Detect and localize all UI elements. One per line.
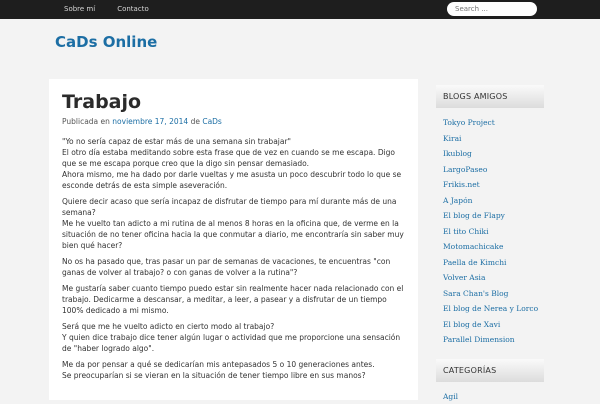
list-item bbox=[443, 283, 544, 299]
list-item bbox=[443, 112, 544, 128]
site-title[interactable]: CaDs Online bbox=[55, 33, 158, 51]
paragraph-line: "Yo no sería capaz de estar más de una semana sin trabajar" bbox=[62, 137, 291, 146]
list-item bbox=[443, 386, 544, 402]
blogs-list bbox=[436, 108, 544, 345]
post-paragraph bbox=[62, 196, 407, 251]
top-bar bbox=[0, 0, 600, 19]
blogs-link[interactable]: Sara Chan's Blog bbox=[443, 288, 509, 298]
blogs-link[interactable]: LargoPaseo bbox=[443, 164, 488, 174]
list-item bbox=[443, 128, 544, 144]
list-item bbox=[443, 159, 544, 175]
nav-link-sobre-mi[interactable]: Sobre mí bbox=[64, 5, 96, 13]
meta-by: de bbox=[190, 117, 200, 126]
paragraph-line: Quiere decir acaso que sería incapaz de disfrutar de tiempo para mí durante más de una semana? bbox=[62, 197, 397, 217]
paragraph-line: Me da por pensar a qué se dedicarían mis antepasados 5 o 10 generaciones antes. bbox=[62, 360, 375, 369]
blogs-link[interactable]: Frikis.net bbox=[443, 180, 480, 189]
sidebar bbox=[436, 85, 544, 401]
blogs-widget bbox=[436, 85, 544, 345]
list-item bbox=[443, 236, 544, 252]
list-item bbox=[443, 190, 544, 206]
paragraph-line: El otro día estaba meditando sobre esta frase que de vez en cuando se me escapa. Digo que se me escapa porque creo que la digo sin pensar demasiado. bbox=[62, 148, 396, 168]
paragraph-line: Me he vuelto tan adicto a mi rutina de al menos 8 horas en la oficina que, de verme en la situación de no tener oficina hacia la que conmutar a diario, me encontraría sin saber muy bien qué hacer? bbox=[62, 219, 404, 250]
paragraph-line: Ahora mismo, me ha dado por darle vueltas y me asusta un poco descubrir todo lo que se esconde detrás de esta simple aseveración. bbox=[62, 170, 402, 190]
post-body bbox=[62, 136, 407, 386]
paragraph-line: Y quien dice trabajo dice tener algún lugar o actividad que me proporcione una sensación de "haber logrado algo". bbox=[62, 333, 401, 353]
list-item bbox=[443, 252, 544, 268]
list-item bbox=[443, 205, 544, 221]
search-input[interactable] bbox=[447, 2, 537, 16]
list-item bbox=[443, 267, 544, 283]
post-title: Trabajo bbox=[62, 91, 142, 113]
post-date-link[interactable]: noviembre 17, 2014 bbox=[112, 117, 189, 126]
nav-link-contacto[interactable]: Contacto bbox=[117, 5, 149, 13]
blogs-link[interactable]: A Japón bbox=[443, 195, 473, 205]
post-paragraph bbox=[62, 321, 407, 354]
blogs-link[interactable]: Paella de Kimchi bbox=[443, 257, 507, 267]
blogs-link[interactable]: Tokyo Project bbox=[443, 118, 495, 127]
post-paragraph bbox=[62, 136, 407, 191]
paragraph-line: No os ha pasado que, tras pasar un par de semanas de vacaciones, te encuentras "con ganas de volver al trabajo? o con ganas de volver a la rutina"? bbox=[62, 257, 391, 277]
categories-widget-title: CATEGORÍAS bbox=[436, 359, 544, 382]
blogs-widget-title: BLOGS AMIGOS bbox=[436, 85, 544, 108]
paragraph-line: Se preocuparían si se vieran en la situación de tener tiempo libre en sus manos? bbox=[62, 371, 366, 380]
list-item bbox=[443, 298, 544, 314]
author-link[interactable]: CaDs bbox=[202, 117, 222, 126]
blogs-link[interactable]: El blog de Nerea y Lorco bbox=[443, 304, 539, 313]
top-nav bbox=[64, 0, 171, 19]
post-meta bbox=[62, 117, 222, 126]
blogs-link[interactable]: Parallel Dimension bbox=[443, 335, 515, 344]
post-paragraph bbox=[62, 359, 407, 381]
post-paragraph bbox=[62, 256, 407, 278]
blogs-link[interactable]: El blog de Flapy bbox=[443, 211, 505, 220]
blogs-link[interactable]: El tito Chiki bbox=[443, 226, 489, 236]
post-paragraph bbox=[62, 283, 407, 316]
categories-widget bbox=[436, 359, 544, 402]
list-item bbox=[443, 221, 544, 237]
list-item bbox=[443, 314, 544, 330]
paragraph-line: Será que me he vuelto adicto en cierto modo al trabajo? bbox=[62, 322, 275, 331]
blogs-link[interactable]: Kirai bbox=[443, 133, 462, 143]
blogs-link[interactable]: Volver Asia bbox=[443, 273, 486, 282]
categories-list bbox=[436, 382, 544, 402]
meta-prefix: Publicada en bbox=[62, 117, 110, 126]
blogs-link[interactable]: Ikublog bbox=[443, 149, 472, 158]
categories-link[interactable]: Agil bbox=[443, 391, 459, 401]
list-item bbox=[443, 329, 544, 345]
post-article bbox=[49, 79, 418, 400]
list-item bbox=[443, 174, 544, 190]
blogs-link[interactable]: El blog de Xavi bbox=[443, 319, 501, 329]
paragraph-line: Me gustaría saber cuanto tiempo puedo estar sin realmente hacer nada relacionado con el trabajo. Dedicarme a descansar, a meditar, a leer, a pasear y a disfrutar de un tiempo 100% dedicado a mi mismo. bbox=[62, 284, 404, 315]
list-item bbox=[443, 143, 544, 159]
blogs-link[interactable]: Motomachicake bbox=[443, 242, 504, 251]
